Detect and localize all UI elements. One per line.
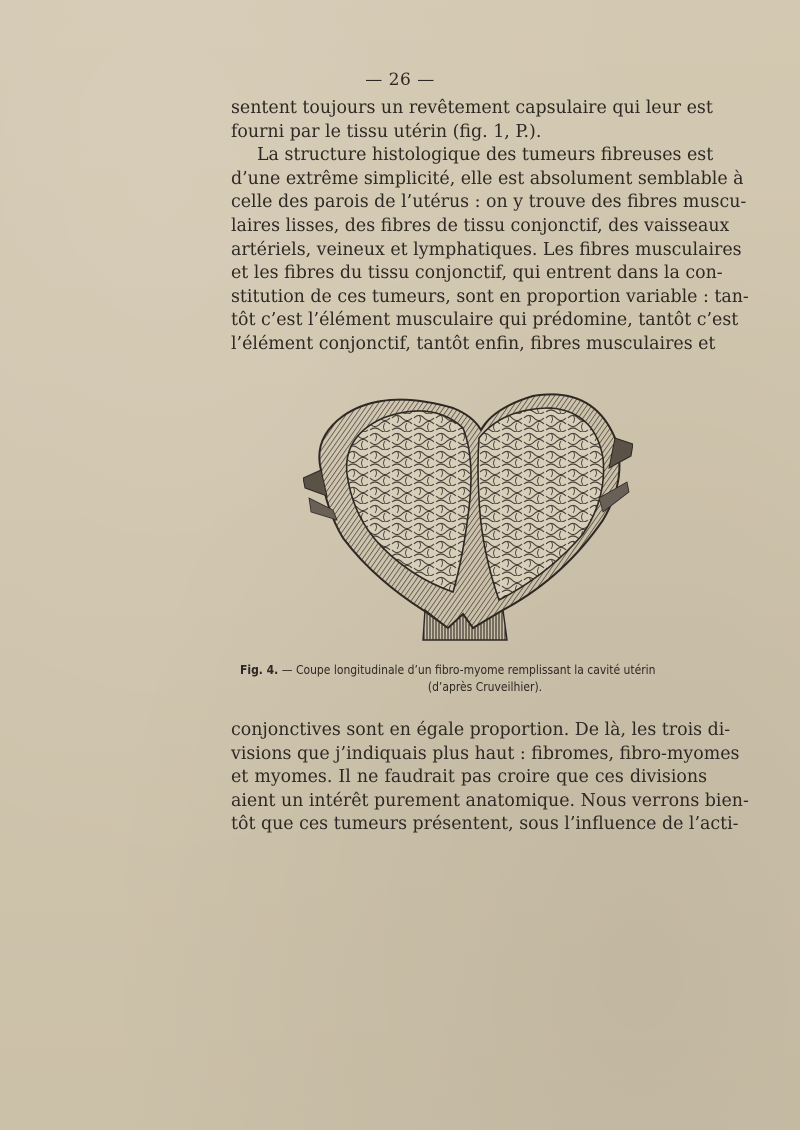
text-line: fourni par le tissu utérin (fig. 1, P.). bbox=[231, 121, 542, 142]
text-line: artériels, veineux et lymphatiques. Les fibres musculaires bbox=[231, 239, 742, 260]
figure-caption bbox=[240, 662, 710, 696]
page-number: — 26 — bbox=[365, 70, 435, 90]
caption-text: — Coupe longitudinale d’un fibro-myome remplissant la cavité utérin bbox=[281, 663, 656, 677]
text-line: conjonctives sont en égale proportion. De là, les trois di- bbox=[231, 720, 731, 740]
text-line: et myomes. Il ne faudrait pas croire que ces divisions bbox=[231, 767, 707, 788]
text-line: l’élément conjonctif, tantôt enfin, fibres musculaires et bbox=[231, 333, 716, 354]
text-line: aient un intérêt purement anatomique. Nous verrons bien- bbox=[231, 790, 749, 811]
paragraph-bottom bbox=[231, 719, 749, 837]
paragraph-top bbox=[231, 97, 749, 357]
text-line: sentent toujours un revêtement capsulaire qui leur est bbox=[231, 98, 713, 118]
text-line: tôt c’est l’élément musculaire qui prédomine, tantôt c’est bbox=[231, 310, 739, 331]
caption-line bbox=[240, 662, 710, 679]
text-line: visions que j’indiquais plus haut : fibromes, fibro-myomes bbox=[231, 743, 740, 764]
fibromyoma-engraving bbox=[303, 378, 633, 648]
text-line: celle des parois de l’utérus : on y trouve des fibres muscu- bbox=[231, 192, 747, 213]
figure-illustration bbox=[303, 378, 633, 648]
text-line: tôt que ces tumeurs présentent, sous l’influence de l’acti- bbox=[231, 814, 739, 835]
text-line: La structure histologique des tumeurs fibreuses est bbox=[257, 145, 714, 166]
caption-label: Fig. 4. bbox=[240, 663, 279, 677]
caption-source: (d’après Cruveilhier). bbox=[427, 680, 543, 694]
text-line: stitution de ces tumeurs, sont en proportion variable : tan- bbox=[231, 286, 749, 307]
text-line: d’une extrême simplicité, elle est absolument semblable à bbox=[231, 168, 744, 189]
text-line: et les fibres du tissu conjonctif, qui entrent dans la con- bbox=[231, 263, 723, 284]
text-line: laires lisses, des fibres de tissu conjonctif, des vaisseaux bbox=[231, 215, 730, 236]
